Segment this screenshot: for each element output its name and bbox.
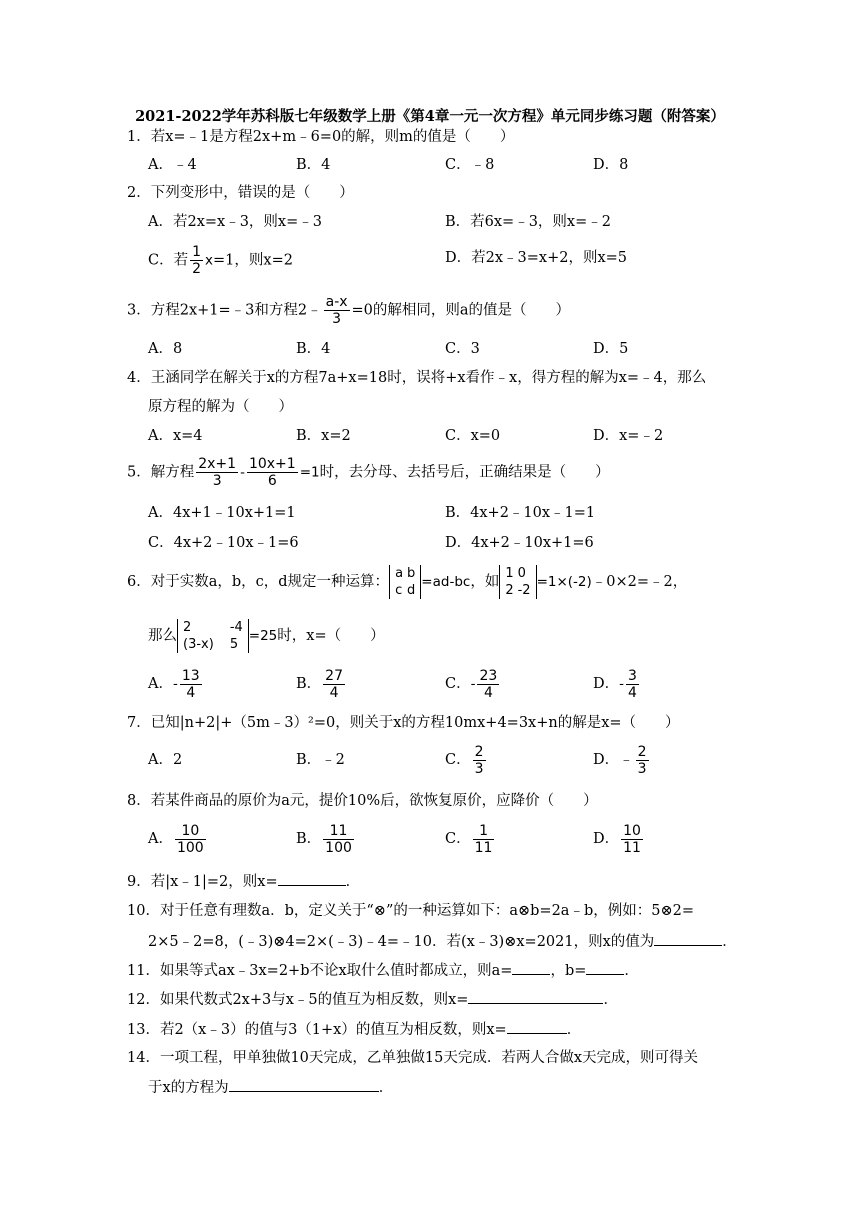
fraction-numerator: 1	[473, 823, 495, 840]
q14-answer-blank[interactable]	[229, 1077, 379, 1092]
q4-stem-line2: 原方程的解为（ ）	[148, 399, 293, 415]
det-cell: 2	[183, 620, 192, 635]
fraction-numerator: 27	[325, 667, 343, 684]
q14-line2-prefix: 于x的方程为	[148, 1080, 229, 1096]
q6-determinant-example	[499, 565, 536, 599]
det-cell: b	[407, 566, 416, 581]
q7-stem: 7．已知|n+2|+（5m﹣3）²=0，则关于x的方程10mx+4=3x+n的解是x=（ ）	[127, 715, 680, 731]
q2-option-c-fraction	[190, 244, 203, 277]
q14-stem-line1: 14．一项工程，甲单独做10天完成，乙单独做15天完成．若两人合做x天完成，则可得关	[127, 1050, 699, 1066]
q6-option-b-fraction	[323, 668, 345, 701]
q4-stem-line1: 4．王涵同学在解关于x的方程7a+x=18时，误将+x看作﹣x，得方程的解为x=﹣4，那么	[127, 370, 707, 386]
q7-option-b: B．﹣2	[296, 752, 345, 768]
q7-option-c	[445, 742, 488, 778]
q1-option-b: B．4	[296, 157, 331, 173]
q4-option-b: B．x=2	[296, 428, 351, 444]
q5-minus-sign: -	[240, 464, 245, 481]
fraction-denominator: 11	[474, 839, 493, 856]
q5-stem-suffix: 时，去分母、去括号后，正确结果是（ ）	[319, 464, 610, 481]
q3-stem	[127, 294, 570, 327]
q5-option-a: A．4x+1﹣10x+1=1	[148, 505, 296, 521]
q13-stem	[127, 1019, 581, 1040]
fraction-numerator: 23	[479, 667, 498, 684]
q3-fraction	[324, 294, 350, 327]
q8-stem: 8．若某件商品的原价为a元，提价10%后，欲恢复原价，应降价（ ）	[127, 793, 598, 809]
option-label: D．	[593, 676, 620, 692]
q8-option-b-fraction	[323, 823, 354, 856]
q8-option-d-fraction	[621, 823, 643, 856]
q3-stem-prefix: 3．方程2x+1=﹣3和方程2﹣	[127, 302, 322, 319]
q2-option-c-prefix: C．若	[148, 252, 189, 269]
q8-option-a	[148, 821, 208, 857]
fraction-denominator: 4	[628, 684, 637, 701]
q6-option-a	[148, 666, 204, 702]
q11-stem-mid: ，b=	[550, 963, 587, 979]
option-label: C．	[445, 752, 471, 768]
det-cell: c	[395, 583, 403, 598]
q8-option-c	[445, 821, 496, 857]
fraction-denominator: 3	[637, 760, 647, 777]
q4-option-c: C．x=0	[445, 428, 501, 444]
q5-stem	[127, 456, 610, 489]
det-cell: a	[395, 566, 404, 581]
q6-definition-formula: =ad-bc	[421, 574, 471, 590]
fraction-denominator: 4	[186, 684, 196, 701]
fraction-denominator: 100	[325, 839, 352, 856]
det-cell: -4	[229, 620, 243, 635]
q13-stem-prefix: 13．若2（x﹣3）的值与3（1+x）的值互为相反数，则x=	[127, 1022, 507, 1038]
option-label: D．	[593, 831, 620, 847]
option-label: C．	[445, 831, 471, 847]
fraction-denominator: 3	[212, 473, 222, 489]
q3-option-a: A．8	[148, 341, 183, 357]
q1-option-a: A．﹣4	[148, 157, 197, 173]
q1-option-c: C．﹣8	[445, 157, 495, 173]
q10-stem-suffix: ．	[722, 934, 737, 950]
q9-stem	[127, 871, 360, 892]
fraction-numerator: a-x	[325, 294, 348, 310]
fraction-numerator: 2x+1	[198, 456, 237, 472]
q4-option-a: A．x=4	[148, 428, 203, 444]
q6-line2-prefix: 那么	[148, 628, 177, 644]
q7-option-c-fraction	[473, 744, 486, 777]
q7-option-a: A．2	[148, 752, 183, 768]
q7-option-d-fraction	[636, 744, 649, 777]
q5-option-c: C．4x+2﹣10x﹣1=6	[148, 535, 299, 551]
q11-answer-a-blank[interactable]	[512, 960, 550, 975]
q3-option-d: D．5	[593, 341, 629, 357]
fraction-denominator: 100	[176, 839, 204, 856]
q2-option-c-variable: x	[205, 252, 214, 269]
q14-stem-suffix: ．	[378, 1080, 394, 1096]
fraction-denominator: 2	[192, 261, 202, 277]
q12-stem-suffix: ．	[603, 992, 618, 1008]
det-cell: 1	[505, 566, 514, 581]
q10-answer-blank[interactable]	[654, 931, 722, 946]
q12-answer-blank[interactable]	[468, 989, 603, 1004]
fraction-denominator: 6	[267, 473, 277, 489]
q6-stem-line2	[148, 614, 385, 658]
q9-stem-prefix: 9．若|x﹣1|=2，则x=	[127, 874, 278, 890]
det-cell: 2	[505, 583, 514, 598]
q5-option-b: B．4x+2﹣10x﹣1=1	[445, 505, 596, 521]
q11-answer-b-blank[interactable]	[586, 960, 624, 975]
q12-stem-prefix: 12．如果代数式2x+3与x﹣5的值互为相反数，则x=	[127, 992, 469, 1008]
minus-sign: -	[470, 676, 476, 692]
q10-line2-text: 2×5﹣2=8，(﹣3)⊗4=2×(﹣3)﹣4=﹣10．若(x﹣3)⊗x=2021，则x的值为	[148, 934, 655, 950]
q8-option-a-fraction	[175, 823, 206, 856]
q5-stem-prefix: 5．解方程	[127, 464, 195, 481]
fraction-numerator: 2	[474, 743, 484, 760]
q10-stem-line1: 10．对于任意有理数a．b，定义关于“⊗”的一种运算如下：a⊗b=2a﹣b，例如：5⊗2=	[127, 903, 694, 919]
q6-option-c	[445, 666, 501, 702]
q6-determinant-definition	[389, 565, 421, 599]
q6-line2-suffix: 时，x=（ ）	[277, 628, 385, 644]
option-label: D．﹣	[593, 752, 634, 768]
q2-option-b: B．若6x=﹣3，则x=﹣2	[445, 214, 611, 230]
q8-option-c-fraction	[473, 823, 495, 856]
q4-option-d: D．x=﹣2	[593, 428, 664, 444]
fraction-numerator: 1	[192, 244, 202, 260]
q6-stem-line1	[127, 562, 687, 602]
q6-option-c-fraction	[477, 668, 499, 701]
option-label: B．	[296, 676, 322, 692]
q9-stem-suffix: ．	[345, 874, 361, 890]
q5-equals: =1	[299, 464, 320, 481]
q5-fraction-2	[247, 456, 298, 489]
q6-option-d-fraction	[626, 668, 639, 701]
q8-option-d	[593, 821, 645, 857]
worksheet-title: 2021-2022学年苏科版七年级数学上册《第4章一元一次方程》单元同步练习题（附答案）	[135, 108, 725, 125]
q3-option-b: B．4	[296, 341, 331, 357]
q11-stem-prefix: 11．如果等式ax﹣3x=2+b不论x取什么值时都成立，则a=	[127, 963, 513, 979]
q6-determinant-question	[177, 619, 249, 653]
q1-stem: 1．若x=﹣1是方程2x+m﹣6=0的解，则m的值是（ ）	[127, 129, 515, 145]
option-label: C．	[445, 676, 471, 692]
q11-stem-suffix: ．	[624, 963, 639, 979]
fraction-numerator: 10x+1	[248, 456, 296, 472]
q3-stem-suffix: =0的解相同，则a的值是（ ）	[351, 302, 571, 319]
fraction-numerator: 3	[628, 667, 637, 684]
q2-option-c	[148, 244, 293, 277]
fraction-denominator: 11	[623, 839, 641, 856]
minus-sign: -	[619, 676, 625, 692]
fraction-numerator: 10	[175, 823, 206, 840]
q6-equals: =25	[248, 628, 278, 644]
q8-option-b	[296, 821, 356, 857]
det-cell: -2	[517, 583, 531, 598]
option-label: A．	[148, 676, 173, 692]
q6-stem-prefix: 6．对于实数a，b，c，d规定一种运算：	[127, 574, 390, 590]
fraction-numerator: 13	[181, 667, 200, 684]
fraction-numerator: 11	[323, 823, 354, 840]
q1-option-d: D．8	[593, 157, 629, 173]
option-label: B．	[296, 831, 322, 847]
q2-stem: 2．下列变形中，错误的是（ ）	[127, 185, 354, 201]
q3-option-c: C．3	[445, 341, 480, 357]
q11-stem	[127, 960, 639, 981]
fraction-denominator: 4	[329, 684, 339, 701]
fraction-numerator: 10	[623, 822, 641, 839]
fraction-denominator: 4	[483, 684, 493, 701]
det-cell: d	[407, 583, 416, 598]
q6-option-b	[296, 666, 347, 702]
q6-example-formula: =1×(-2)	[536, 574, 592, 590]
minus-sign: -	[172, 676, 178, 692]
q9-answer-blank[interactable]	[278, 871, 346, 886]
fraction-denominator: 3	[474, 760, 484, 777]
option-label: A．	[148, 831, 173, 847]
q13-answer-blank[interactable]	[507, 1019, 567, 1034]
q2-option-c-suffix: =1，则x=2	[213, 252, 293, 269]
q2-option-d: D．若2x﹣3=x+2，则x=5	[445, 250, 628, 266]
q12-stem	[127, 989, 618, 1010]
det-cell: 5	[229, 637, 239, 652]
q13-stem-suffix: ．	[566, 1022, 582, 1038]
q2-option-a: A．若2x=x﹣3，则x=﹣3	[148, 214, 322, 230]
q14-stem-line2	[148, 1077, 393, 1098]
q5-option-d: D．4x+2﹣10x+1=6	[445, 535, 594, 551]
q7-option-d	[593, 742, 651, 778]
det-cell: 0	[517, 566, 526, 581]
q5-fraction-1	[196, 456, 238, 489]
q10-stem-line2	[148, 931, 737, 952]
q6-example-prefix: ，如	[470, 574, 500, 590]
fraction-denominator: 3	[332, 311, 342, 327]
fraction-numerator: 2	[637, 743, 647, 760]
q6-example-suffix: ﹣0×2=﹣2，	[591, 574, 688, 590]
q6-option-d	[593, 666, 641, 702]
q6-option-a-fraction	[180, 668, 202, 701]
det-cell: (3-x)	[183, 637, 214, 652]
